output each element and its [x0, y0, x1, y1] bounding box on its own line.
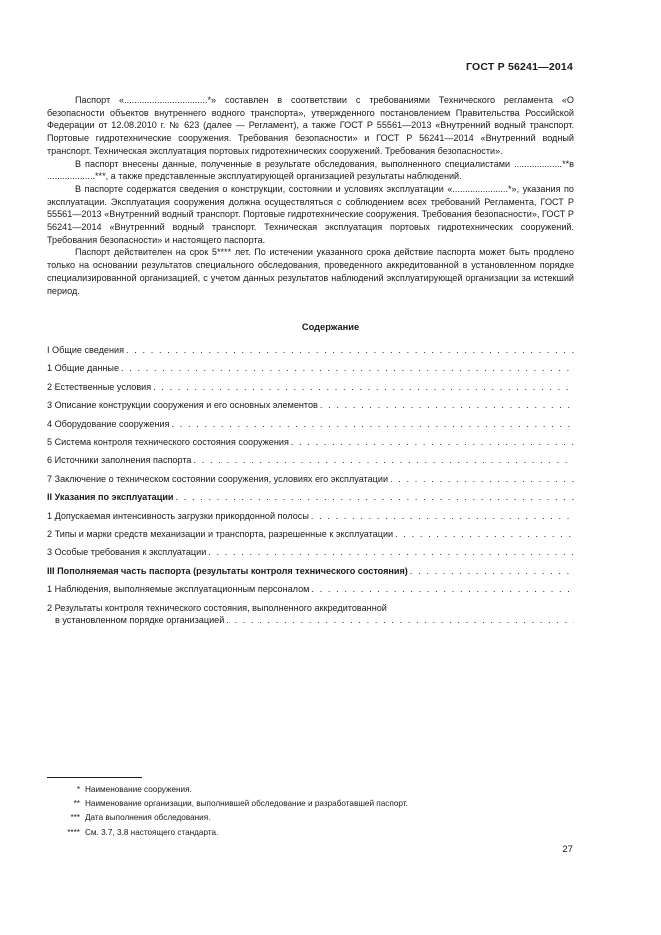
footnote	[47, 797, 574, 811]
toc-leader-dots	[172, 418, 575, 430]
page-number: 27	[562, 844, 573, 855]
footnote-mark: **	[73, 799, 80, 809]
body-text	[47, 94, 574, 297]
toc-entry	[47, 583, 574, 595]
toc-entry-label: 1 Наблюдения, выполняемые эксплуатационным персоналом	[47, 584, 310, 595]
toc-entry-label: 4 Оборудование сооружения	[47, 418, 170, 429]
toc-entry-label: в установленном порядке организацией	[55, 614, 225, 625]
paragraph: В паспорт внесены данные, полученные в результате обследования, выполненного специалистами ...................**в ...................***, а также представленные эксплуатирующей организацией результаты наблюдений.	[47, 158, 574, 182]
footnote-rule	[47, 777, 142, 778]
footnote-text: См. 3.7, 3.8 настоящего стандарта.	[85, 827, 219, 837]
toc-entry	[47, 565, 574, 577]
toc-entry-label: 3 Описание конструкции сооружения и его основных элементов	[47, 400, 318, 411]
toc-entry-label: 1 Общие данные	[47, 363, 120, 374]
toc-entry-label: 6 Источники заполнения паспорта	[47, 455, 192, 466]
toc-entry-label: 5 Система контроля технического состояния сооружения	[47, 437, 289, 447]
toc-leader-dots	[226, 614, 574, 626]
toc-entry-label: 3 Особые требования к эксплуатации	[47, 547, 207, 558]
toc-leader-dots	[320, 399, 574, 411]
toc-entry	[47, 473, 574, 485]
toc-leader-dots	[395, 528, 574, 540]
footnote-text: Наименование организации, выполнившей обследование и разработавшей паспорт.	[85, 799, 408, 809]
toc-entry-continuation	[47, 614, 574, 626]
toc-entry	[47, 602, 574, 626]
toc-entry-label: I Общие сведения	[47, 345, 125, 355]
toc-leader-dots	[390, 473, 574, 485]
footnote-text: Наименование сооружения.	[85, 785, 192, 794]
paragraph: Паспорт «.................................*» составлен в соответствии с требованиями Технического регламента «О безопасности объектов внутреннего водного транспорта», утвержденного постановлением Правительства Российской Федерации от 12.08.2010 г. № 623 (далее — Регламент), а также ГОСТ Р 55561—2013 «Внутренний водный транспорт. Портовые гидротехнические сооружения. Требования безопасности» и ГОСТ Р 56241—2014 «Внутренний водный транспорт. Техническая эксплуатация портовых гидротехнических сооружений. Требования безопасности».	[47, 95, 574, 156]
toc-entry	[47, 362, 574, 374]
footnote	[47, 811, 574, 825]
toc-leader-dots	[291, 436, 574, 448]
toc-entry-label: 7 Заключение о техническом состоянии сооружения, условиях его эксплуатации	[47, 473, 389, 484]
standard-header: ГОСТ Р 56241—2014	[465, 61, 573, 73]
toc-entry-label: 2 Естественные условия	[47, 381, 152, 392]
footnote-text: Дата выполнения обследования.	[85, 813, 211, 823]
toc-entry-label: II Указания по эксплуатации	[47, 492, 174, 503]
toc-entry-label: III Пополняемая часть паспорта (результаты контроля технического состояния)	[47, 565, 408, 576]
toc-entry-label: 1 Допускаемая интенсивность загрузки прикордонной полосы	[47, 510, 309, 521]
paragraph: Паспорт действителен на срок 5**** лет. По истечении указанного срока действие паспорта может быть продлено только на основании результатов специального обследования, проведенного аккредитованной в установленном порядке специализированной организацией, с учетом данных результатов наблюдений эксплуатирующей организации за истекший период.	[47, 247, 574, 296]
toc-leader-dots	[311, 510, 574, 522]
toc-leader-dots	[311, 583, 574, 595]
toc-entry	[47, 528, 574, 540]
toc-leader-dots	[126, 344, 574, 356]
toc-leader-dots	[410, 565, 574, 577]
footnote	[47, 826, 574, 840]
toc-entry-label: 2 Результаты контроля технического состояния, выполненного аккредитованной	[47, 602, 387, 613]
toc-leader-dots	[193, 454, 574, 466]
toc-entry	[47, 381, 574, 393]
footnotes	[47, 783, 574, 840]
toc-entry	[47, 436, 574, 448]
toc-entry	[47, 399, 574, 411]
toc-entry	[47, 418, 574, 430]
paragraph: В паспорте содержатся сведения о конструкции, состоянии и условиях эксплуатации «......................*», указания по эксплуатации. Эксплуатация сооружения должна осуществляться с соблюдением всех требований Регламента, ГОСТ Р 55561—2013 «Внутренний водный транспорт. Портовые гидротехнические сооружения. Требования безопасности», ГОСТ Р 56241—2014 «Внутренний водный транспорт. Техническая эксплуатация портовых гидротехнических сооружений. Требования безопасности» и настоящего паспорта.	[47, 183, 574, 245]
toc-leader-dots	[176, 491, 575, 503]
toc-entry	[47, 510, 574, 522]
toc-entry	[47, 546, 574, 558]
toc-entry	[47, 491, 574, 503]
footnote-mark: ***	[70, 813, 80, 823]
toc-heading: Содержание	[301, 322, 360, 332]
toc-entry	[47, 454, 574, 466]
footnote-mark: ****	[67, 827, 80, 837]
toc-leader-dots	[153, 381, 574, 393]
toc-entry-label: 2 Типы и марки средств механизации и транспорта, разрешенные к эксплуатации	[47, 529, 394, 539]
toc-leader-dots	[121, 362, 574, 374]
footnote-mark: *	[76, 785, 80, 794]
toc-entry	[47, 344, 574, 356]
footnote	[47, 783, 574, 797]
toc-leader-dots	[208, 546, 574, 558]
